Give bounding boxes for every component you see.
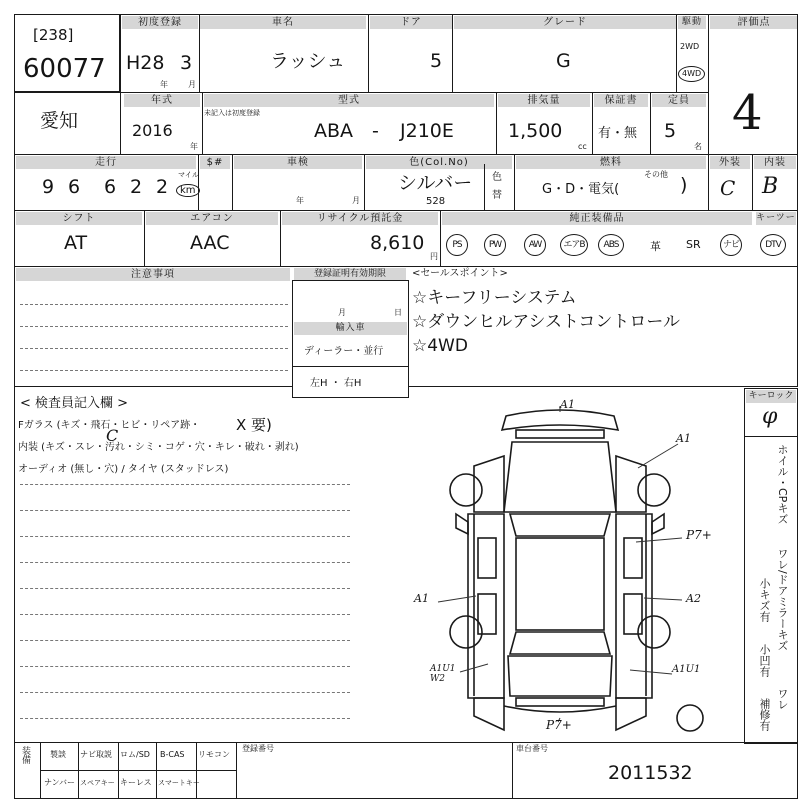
header-sharp: $# <box>200 156 230 169</box>
vertical-note-1: ホイル・CPキズ <box>776 444 789 525</box>
equip-dtv: DTV <box>760 234 786 256</box>
sales-point-3: ☆4WD <box>412 336 468 356</box>
damage-mark-left: A1 <box>414 592 429 605</box>
lot-bracket: [238] <box>33 26 74 44</box>
vertical-note-5: 小凹有 <box>758 644 771 677</box>
divider <box>797 210 798 266</box>
drive-4wd: 4WD <box>678 66 705 82</box>
divider <box>440 210 441 266</box>
header-key-lock: キーロック <box>746 390 796 403</box>
footer-opt-1: 製談 <box>50 750 66 759</box>
displacement-unit: cc <box>578 142 587 151</box>
divider <box>14 266 15 386</box>
mileage-digit-5: 2 <box>156 176 169 198</box>
divider <box>14 742 15 798</box>
inspector-handwritten-c: C <box>106 426 119 445</box>
inspector-line <box>20 562 350 563</box>
divider <box>14 92 15 154</box>
footer-opt-6: ナンバー <box>44 778 76 787</box>
header-caution: 注意事項 <box>16 268 290 281</box>
damage-mark-right-lower: A2 <box>686 592 701 605</box>
divider <box>452 14 453 92</box>
header-door: ドア <box>370 16 452 29</box>
color-name: シルバー <box>398 172 473 194</box>
header-warranty: 保証書 <box>594 94 648 107</box>
header-inspection: 車検 <box>234 156 362 169</box>
divider <box>14 154 15 210</box>
header-color: 色(Col.No) <box>366 156 512 169</box>
divider <box>292 366 409 367</box>
header-seats: 定員 <box>652 94 706 107</box>
divider <box>650 92 651 154</box>
recycle-value: 8,610 <box>370 232 425 254</box>
divider <box>202 92 203 154</box>
model-year-unit: 年 <box>190 142 198 151</box>
prefecture: 愛知 <box>40 110 79 132</box>
equip-aw: AW <box>524 234 546 256</box>
grade-value: G <box>556 50 571 72</box>
header-equipment: 純正装備品 <box>442 212 752 225</box>
mileage-mile-label: マイル <box>178 171 199 179</box>
divider <box>592 92 593 154</box>
divider <box>120 92 121 154</box>
aircon-value: AAC <box>190 232 230 254</box>
equip-pw: PW <box>484 234 506 256</box>
footer-opt-7: スペアキー <box>80 779 115 787</box>
sales-point-2: ☆ダウンヒルアシストコントロール <box>412 312 681 332</box>
divider <box>484 164 485 210</box>
header-model-year: 年式 <box>124 94 200 107</box>
inspector-line <box>20 484 350 485</box>
header-reg-expiry: 登録証明有効期限 <box>294 268 406 281</box>
inspector-line <box>20 692 350 693</box>
mileage-digit-4: 2 <box>130 176 143 198</box>
model-year: 2016 <box>132 121 173 140</box>
inspector-title: < 検査員記入欄 > <box>20 396 129 411</box>
inspector-line-1-mark: X 要) <box>236 416 272 434</box>
header-type: 型式 <box>204 94 494 107</box>
caution-line <box>20 348 288 349</box>
key-lock-mark: φ <box>762 404 778 429</box>
type-code: J210E <box>400 120 454 142</box>
mileage-digit-1: 9 <box>42 176 55 198</box>
divider <box>708 14 709 154</box>
car-diagram <box>420 396 740 738</box>
divider <box>514 154 515 210</box>
divider <box>232 154 233 210</box>
divider <box>409 386 798 387</box>
fuel-value: G・D・電気( <box>542 182 620 197</box>
color-change-label-2: 替 <box>492 190 502 201</box>
footer-opt-4: B-CAS <box>160 750 185 759</box>
header-model: 車名 <box>200 16 366 29</box>
inspector-line <box>20 640 350 641</box>
divider <box>144 210 145 266</box>
divider <box>14 266 798 267</box>
divider <box>744 436 798 437</box>
drive-2wd: 2WD <box>680 42 700 51</box>
equip-abs: ABS <box>598 234 624 256</box>
inspector-line <box>20 718 350 719</box>
divider <box>14 798 798 799</box>
header-grade: グレード <box>454 16 676 29</box>
header-displacement: 排気量 <box>498 94 590 107</box>
divider <box>797 14 798 154</box>
equipment-row <box>444 232 796 260</box>
divider <box>14 210 15 266</box>
divider <box>14 210 798 211</box>
divider <box>797 266 798 386</box>
divider <box>14 386 15 742</box>
caution-line <box>20 326 288 327</box>
vertical-note-6: 補修有 <box>758 698 771 731</box>
color-change-label-1: 色 <box>492 172 502 183</box>
model-year-note: 未記入は初度登録 <box>204 109 260 117</box>
handle-side: 左H ・ 右H <box>310 378 362 389</box>
equip-navi: ナビ <box>720 234 742 256</box>
first-reg-month: 3 <box>180 52 193 74</box>
spare-tire <box>677 705 703 731</box>
inspector-line-1: Fガラス (キズ・飛石・ヒビ・リペア跡・ <box>18 420 201 431</box>
lot-number: 60077 <box>23 54 106 84</box>
reg-month: 月 <box>338 308 346 317</box>
interior-grade: B <box>762 174 779 199</box>
divider <box>364 154 365 210</box>
equip-sr: SR <box>686 238 701 251</box>
mileage-digit-2: 6 <box>68 176 81 198</box>
shift-value: AT <box>64 232 88 254</box>
divider <box>496 92 497 154</box>
inspection-year-unit: 年 <box>296 196 304 205</box>
divider <box>280 210 281 266</box>
divider <box>14 742 798 743</box>
header-import: 輸入車 <box>294 322 407 335</box>
header-first-reg: 初度登録 <box>122 16 198 29</box>
reg-day: 日 <box>394 308 402 317</box>
first-reg-year-unit: 年 <box>160 80 168 89</box>
header-key: キーツー <box>756 213 796 223</box>
damage-mark-top: A1 <box>560 398 575 411</box>
inspector-line <box>20 588 350 589</box>
divider <box>512 742 513 798</box>
top-border <box>14 14 798 15</box>
first-reg-year: H28 <box>126 52 165 74</box>
equip-airbag: エアB <box>560 234 588 256</box>
header-mileage: 走行 <box>16 156 196 169</box>
car-outline <box>456 410 664 730</box>
inspector-line-3: オーディオ (無し・穴) / タイヤ (スタッドレス) <box>18 464 229 475</box>
header-exterior: 外装 <box>710 156 750 169</box>
footer-opt-9: スマートキー <box>158 779 200 787</box>
footer-labels-col: 装備 <box>20 746 30 764</box>
vertical-note-3: ワレ <box>776 688 789 710</box>
divider <box>40 770 236 771</box>
divider <box>14 386 292 387</box>
warranty-value: 有・無 <box>598 126 638 141</box>
chassis-number: 2011532 <box>608 762 693 784</box>
footer-reg-number-label: 登録番号 <box>242 744 274 753</box>
inspector-line <box>20 510 350 511</box>
damage-mark-right-upper: A1 <box>676 432 691 445</box>
first-reg-month-unit: 月 <box>188 80 196 89</box>
fuel-close: ) <box>680 174 688 196</box>
displacement: 1,500 <box>508 120 563 142</box>
footer-opt-3: ロム/SD <box>120 750 150 759</box>
equip-ps: PS <box>446 234 468 256</box>
vertical-note-4: 小キズ有 <box>758 578 771 622</box>
divider <box>676 14 677 92</box>
fuel-other: その他 <box>644 170 668 179</box>
header-shift: シフト <box>16 212 142 225</box>
inspection-month-unit: 月 <box>352 196 360 205</box>
key-lock-box <box>744 388 798 744</box>
score-handwritten: 4 <box>732 85 763 141</box>
divider <box>14 92 708 93</box>
recycle-unit: 円 <box>430 252 438 261</box>
inspector-line-2: 内装 (キズ・スレ・汚れ・シミ・コゲ・穴・キレ・破れ・剥れ) <box>18 442 299 453</box>
divider <box>368 14 369 92</box>
exterior-grade: C <box>720 176 736 200</box>
footer-chassis-label: 車台番号 <box>516 744 548 753</box>
inspector-line <box>20 614 350 615</box>
mileage-digit-3: 6 <box>104 176 117 198</box>
mileage-km-label: km <box>176 184 200 197</box>
header-recycle: リサイクル預託金 <box>282 212 438 225</box>
seat-count: 5 <box>664 120 677 142</box>
divider <box>120 14 121 92</box>
divider <box>199 14 200 92</box>
inspector-line <box>20 536 350 537</box>
divider <box>14 154 798 155</box>
damage-mark-right-bottom: A1U1 <box>672 664 701 675</box>
divider <box>797 742 798 798</box>
caution-line <box>20 370 288 371</box>
damage-mark-bottom: P7+ <box>546 718 572 732</box>
door-count: 5 <box>430 50 443 72</box>
damage-mark-left-bottom: A1U1 W2 <box>430 664 456 684</box>
equip-leather: 革 <box>650 240 661 253</box>
header-drive: 駆動 <box>678 16 706 29</box>
header-interior: 内装 <box>754 156 796 169</box>
color-number: 528 <box>426 196 446 207</box>
damage-mark-right-mid: P7+ <box>686 528 712 542</box>
divider <box>236 742 237 798</box>
vertical-note-2: ワレ/ドアミラーキズ <box>776 548 789 651</box>
import-type: ディーラー・並行 <box>304 346 384 357</box>
seat-unit: 名 <box>694 142 702 151</box>
header-fuel: 燃料 <box>516 156 706 169</box>
model-name: ラッシュ <box>270 50 346 72</box>
type-prefix: ABA <box>314 120 354 142</box>
type-dash: - <box>372 120 379 142</box>
header-score: 評価点 <box>710 16 798 29</box>
footer-opt-5: リモコン <box>198 750 230 759</box>
header-aircon: エアコン <box>146 212 278 225</box>
sales-point-1: ☆キーフリーシステム <box>412 288 577 308</box>
caution-line <box>20 304 288 305</box>
sales-header: <セールスポイント> <box>412 268 508 279</box>
divider <box>752 154 753 210</box>
divider <box>708 154 709 210</box>
divider <box>797 154 798 210</box>
footer-opt-2: ナビ取説 <box>80 750 112 759</box>
lot-box <box>14 14 120 92</box>
wheels <box>450 474 670 648</box>
divider <box>198 154 199 210</box>
footer-opt-8: キーレス <box>120 778 152 787</box>
inspector-line <box>20 666 350 667</box>
